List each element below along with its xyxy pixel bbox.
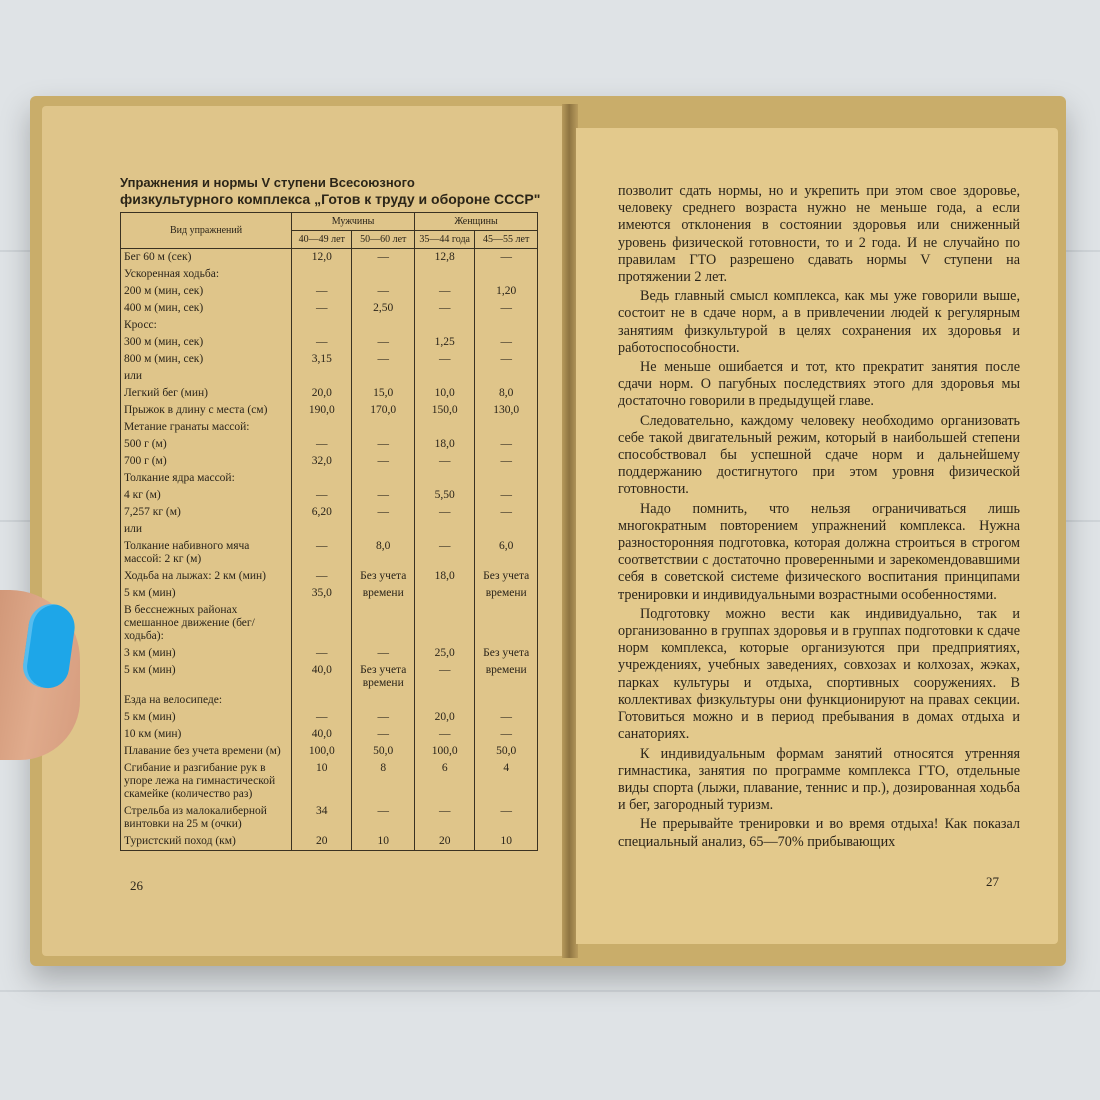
paragraph: К индивидуальным формам занятий относятся утренняя гимнастика, занятия по программе комплекса ГТО, отдельные виды спорта (лыжи, плавание, теннис и пр.), дозированная ходьба и бег, загородный туризм. bbox=[618, 745, 1020, 814]
norm-value: 40,0 bbox=[292, 662, 352, 692]
paragraph: Ведь главный смысл комплекса, как мы уже говорили выше, состоит не в сдаче норм, а в привлечении людей к регулярным занятиям физкультурой в целях сохранения их здоровья и работоспособности. bbox=[618, 288, 1020, 356]
norm-value: — bbox=[475, 726, 538, 743]
norm-value: 18,0 bbox=[415, 436, 475, 453]
header-women: Женщины bbox=[415, 213, 538, 231]
norm-value: 40,0 bbox=[292, 726, 352, 743]
norm-value bbox=[352, 317, 415, 334]
norm-value: 20,0 bbox=[292, 385, 352, 402]
norm-value: — bbox=[415, 300, 475, 317]
norm-value: — bbox=[352, 436, 415, 453]
norm-value: Без учета bbox=[352, 568, 415, 585]
norm-value: — bbox=[475, 351, 538, 368]
exercise-name: или bbox=[121, 521, 292, 538]
norm-value bbox=[475, 521, 538, 538]
paragraph: Не меньше ошибается и тот, кто прекратит занятия после сдачи норм. О пагубных последствиях этого для здоровья мы достаточно говорили в предыдущей главе. bbox=[618, 359, 1020, 410]
norm-value: — bbox=[475, 436, 538, 453]
exercise-name: Туристский поход (км) bbox=[121, 833, 292, 851]
exercise-name: 300 м (мин, сек) bbox=[121, 334, 292, 351]
norm-value bbox=[292, 419, 352, 436]
norm-value: 10 bbox=[352, 833, 415, 851]
norm-value: — bbox=[475, 334, 538, 351]
exercise-name: 500 г (м) bbox=[121, 436, 292, 453]
norm-value: — bbox=[292, 436, 352, 453]
norm-value: 100,0 bbox=[415, 743, 475, 760]
norm-value: Без учета bbox=[475, 645, 538, 662]
norm-value: — bbox=[352, 249, 415, 267]
table-row bbox=[121, 453, 538, 470]
paragraph: Следовательно, каждому человеку необходимо организовать себе такой двигательный режим, который в наибольшей степени способствовал бы успешной сдаче норм и дальнейшему поддержанию достигнутого при этом уровня физической готовности. bbox=[618, 412, 1020, 498]
exercise-name: Прыжок в длину с места (см) bbox=[121, 402, 292, 419]
norm-value: 10 bbox=[475, 833, 538, 851]
norm-value: — bbox=[415, 726, 475, 743]
norm-value: 35,0 bbox=[292, 585, 352, 602]
norm-value: — bbox=[475, 249, 538, 267]
exercise-name: Ускоренная ходьба: bbox=[121, 266, 292, 283]
table-title bbox=[120, 174, 541, 208]
table-row bbox=[121, 368, 538, 385]
exercise-name: Езда на велосипеде: bbox=[121, 692, 292, 709]
header-age-m1: 40—49 лет bbox=[292, 231, 352, 249]
norm-value bbox=[352, 470, 415, 487]
table-row bbox=[121, 803, 538, 833]
norm-value: — bbox=[292, 283, 352, 300]
norm-value: 130,0 bbox=[475, 402, 538, 419]
left-page bbox=[42, 106, 564, 956]
norm-value: — bbox=[352, 709, 415, 726]
exercise-name: 200 м (мин, сек) bbox=[121, 283, 292, 300]
norm-value: времени bbox=[352, 585, 415, 602]
norm-value: Без учета времени bbox=[352, 662, 415, 692]
right-page bbox=[576, 128, 1058, 944]
exercise-name: или bbox=[121, 368, 292, 385]
table-row bbox=[121, 470, 538, 487]
norm-value bbox=[352, 602, 415, 645]
norm-value: — bbox=[352, 726, 415, 743]
table-row bbox=[121, 662, 538, 692]
norm-value: времени bbox=[475, 662, 538, 692]
norm-value bbox=[352, 521, 415, 538]
exercise-name: Толкание набивного мяча массой: 2 кг (м) bbox=[121, 538, 292, 568]
header-exercise: Вид упражнений bbox=[121, 213, 292, 249]
exercise-name: 5 км (мин) bbox=[121, 585, 292, 602]
norm-value: 25,0 bbox=[415, 645, 475, 662]
table-row bbox=[121, 402, 538, 419]
norm-value: — bbox=[475, 300, 538, 317]
norm-value: — bbox=[292, 645, 352, 662]
norm-value: — bbox=[475, 453, 538, 470]
exercise-name: Толкание ядра массой: bbox=[121, 470, 292, 487]
norm-value: 170,0 bbox=[352, 402, 415, 419]
header-men: Мужчины bbox=[292, 213, 415, 231]
exercise-name: В бесснежных районах смешанное движение (бег/ходьба): bbox=[121, 602, 292, 645]
norm-value: — bbox=[292, 334, 352, 351]
table-row bbox=[121, 692, 538, 709]
norm-value: 1,25 bbox=[415, 334, 475, 351]
table-row bbox=[121, 487, 538, 504]
norm-value: 20 bbox=[292, 833, 352, 851]
norm-value bbox=[292, 266, 352, 283]
table-row bbox=[121, 645, 538, 662]
norm-value bbox=[415, 692, 475, 709]
norm-value: 18,0 bbox=[415, 568, 475, 585]
norm-value: 100,0 bbox=[292, 743, 352, 760]
norm-value: 6,20 bbox=[292, 504, 352, 521]
norm-value bbox=[292, 692, 352, 709]
exercise-name: Стрельба из малокалиберной винтовки на 25 м (очки) bbox=[121, 803, 292, 833]
exercise-name: Кросс: bbox=[121, 317, 292, 334]
norm-value bbox=[415, 585, 475, 602]
norm-value: 12,0 bbox=[292, 249, 352, 267]
norm-value bbox=[415, 602, 475, 645]
norm-value: 12,8 bbox=[415, 249, 475, 267]
exercise-name: 5 км (мин) bbox=[121, 709, 292, 726]
norm-value: 15,0 bbox=[352, 385, 415, 402]
table-row bbox=[121, 436, 538, 453]
table-row bbox=[121, 568, 538, 585]
norm-value bbox=[292, 317, 352, 334]
norm-value: 6 bbox=[415, 760, 475, 803]
norm-value: — bbox=[292, 568, 352, 585]
norm-value: — bbox=[475, 504, 538, 521]
norm-value: 10 bbox=[292, 760, 352, 803]
norm-value: 2,50 bbox=[352, 300, 415, 317]
norm-value bbox=[292, 602, 352, 645]
header-age-w2: 45—55 лет bbox=[475, 231, 538, 249]
table-row bbox=[121, 317, 538, 334]
norm-value bbox=[475, 419, 538, 436]
norm-value bbox=[292, 368, 352, 385]
norm-value bbox=[352, 692, 415, 709]
norm-value: 50,0 bbox=[475, 743, 538, 760]
open-book bbox=[30, 96, 1066, 966]
norm-value: 3,15 bbox=[292, 351, 352, 368]
norm-value bbox=[475, 266, 538, 283]
norm-value: — bbox=[292, 487, 352, 504]
norm-value bbox=[415, 419, 475, 436]
norm-value bbox=[475, 470, 538, 487]
paragraph: Надо помнить, что нельзя ограничиваться лишь многократным повторением упражнений комплекса. Нужна разносторонняя подготовка, которая должна строиться в строгом соответствии с достаточно проверенными и зарекомендовавшими себя в советской системе физического воспитания принципами тренировки и индивидуальными возрастными особенностями. bbox=[618, 500, 1020, 603]
norm-value: — bbox=[352, 334, 415, 351]
norm-value: времени bbox=[475, 585, 538, 602]
table-row bbox=[121, 521, 538, 538]
norm-value bbox=[475, 602, 538, 645]
norm-value: — bbox=[415, 803, 475, 833]
norm-value: 5,50 bbox=[415, 487, 475, 504]
exercise-name: 800 м (мин, сек) bbox=[121, 351, 292, 368]
norm-value: 20,0 bbox=[415, 709, 475, 726]
table-row bbox=[121, 726, 538, 743]
norm-value: 8 bbox=[352, 760, 415, 803]
norm-value bbox=[352, 266, 415, 283]
norm-value bbox=[292, 521, 352, 538]
norm-value: 20 bbox=[415, 833, 475, 851]
header-age-w1: 35—44 года bbox=[415, 231, 475, 249]
norms-table-body bbox=[121, 249, 538, 851]
table-title-line2: физкультурного комплекса „Готов к труду и обороне СССР" bbox=[120, 191, 541, 207]
norm-value: — bbox=[352, 504, 415, 521]
norm-value bbox=[475, 692, 538, 709]
norm-value: — bbox=[475, 803, 538, 833]
norm-value bbox=[415, 470, 475, 487]
norm-value bbox=[415, 521, 475, 538]
norm-value: — bbox=[415, 351, 475, 368]
table-row bbox=[121, 538, 538, 568]
norm-value: 6,0 bbox=[475, 538, 538, 568]
header-age-m2: 50—60 лет bbox=[352, 231, 415, 249]
page-number-left: 26 bbox=[130, 878, 143, 893]
exercise-name: 10 км (мин) bbox=[121, 726, 292, 743]
norm-value: 1,20 bbox=[475, 283, 538, 300]
table-title-line1: Упражнения и нормы V ступени Всесоюзного bbox=[120, 175, 415, 190]
table-row bbox=[121, 709, 538, 726]
exercise-name: 7,257 кг (м) bbox=[121, 504, 292, 521]
norm-value: — bbox=[415, 504, 475, 521]
table-row bbox=[121, 249, 538, 267]
table-row bbox=[121, 760, 538, 803]
table-row bbox=[121, 419, 538, 436]
exercise-name: Ходьба на лыжах: 2 км (мин) bbox=[121, 568, 292, 585]
exercise-name: Сгибание и разгибание рук в упоре лежа на гимнастической скамейке (количество раз) bbox=[121, 760, 292, 803]
table-row bbox=[121, 504, 538, 521]
norm-value: Без учета bbox=[475, 568, 538, 585]
exercise-name: Плавание без учета времени (м) bbox=[121, 743, 292, 760]
norm-value: — bbox=[415, 662, 475, 692]
body-text bbox=[618, 183, 1020, 853]
norm-value: — bbox=[475, 487, 538, 504]
page-number-right: 27 bbox=[986, 874, 999, 889]
table-row bbox=[121, 351, 538, 368]
norm-value: — bbox=[352, 803, 415, 833]
norm-value bbox=[415, 368, 475, 385]
exercise-name: Бег 60 м (сек) bbox=[121, 249, 292, 267]
table-row bbox=[121, 283, 538, 300]
norm-value: — bbox=[292, 300, 352, 317]
norm-value: 50,0 bbox=[352, 743, 415, 760]
table-row bbox=[121, 300, 538, 317]
table-row bbox=[121, 585, 538, 602]
norm-value: — bbox=[292, 538, 352, 568]
paragraph: Не прерывайте тренировки и во время отдыха! Как показал специальный анализ, 65—70% прибывающих bbox=[618, 816, 1020, 850]
norm-value: — bbox=[415, 283, 475, 300]
paragraph: позволит сдать нормы, но и укрепить при этом свое здоровье, человеку среднего возраста нужно не меньше года, а если имеются отклонения в состоянии здоровья или сниженный уровень физической готовности, то и 2 года. И не случайно по правилам ГТО разрешено сдавать нормы V ступени на протяжении 2 лет. bbox=[618, 183, 1020, 286]
table-row bbox=[121, 602, 538, 645]
exercise-name: 5 км (мин) bbox=[121, 662, 292, 692]
norm-value bbox=[415, 266, 475, 283]
norm-value: — bbox=[352, 645, 415, 662]
norm-value: 190,0 bbox=[292, 402, 352, 419]
norm-value: 4 bbox=[475, 760, 538, 803]
norm-value: 150,0 bbox=[415, 402, 475, 419]
norm-value bbox=[475, 317, 538, 334]
norm-value: 32,0 bbox=[292, 453, 352, 470]
table-row bbox=[121, 334, 538, 351]
norm-value: — bbox=[352, 351, 415, 368]
norm-value bbox=[292, 470, 352, 487]
exercise-name: 400 м (мин, сек) bbox=[121, 300, 292, 317]
norm-value bbox=[352, 368, 415, 385]
norm-value: — bbox=[475, 709, 538, 726]
norm-value: 10,0 bbox=[415, 385, 475, 402]
exercise-name: 3 км (мин) bbox=[121, 645, 292, 662]
norm-value bbox=[475, 368, 538, 385]
table-row bbox=[121, 743, 538, 760]
table-row bbox=[121, 833, 538, 851]
norms-table bbox=[120, 212, 538, 851]
exercise-name: Легкий бег (мин) bbox=[121, 385, 292, 402]
norm-value: 8,0 bbox=[352, 538, 415, 568]
table-row bbox=[121, 385, 538, 402]
norm-value bbox=[352, 419, 415, 436]
paragraph: Подготовку можно вести как индивидуально, так и организованно в группах здоровья и в группах подготовки к сдаче норм комплекса, которые организуются при предприятиях, учреждениях, учебных заведениях, совхозах и колхозах, жэках, парках культуры и отдыха, спортивных сооружениях. В коллективах физкультуры они функционируют на правах секции. Готовиться можно и в период пребывания в домах отдыха и санаториях. bbox=[618, 605, 1020, 743]
norm-value: — bbox=[352, 283, 415, 300]
table-row bbox=[121, 266, 538, 283]
norm-value: 34 bbox=[292, 803, 352, 833]
norm-value: — bbox=[415, 538, 475, 568]
norm-value: — bbox=[352, 453, 415, 470]
exercise-name: 4 кг (м) bbox=[121, 487, 292, 504]
exercise-name: Метание гранаты массой: bbox=[121, 419, 292, 436]
norm-value: — bbox=[292, 709, 352, 726]
norm-value bbox=[415, 317, 475, 334]
norm-value: 8,0 bbox=[475, 385, 538, 402]
norm-value: — bbox=[352, 487, 415, 504]
exercise-name: 700 г (м) bbox=[121, 453, 292, 470]
norm-value: — bbox=[415, 453, 475, 470]
